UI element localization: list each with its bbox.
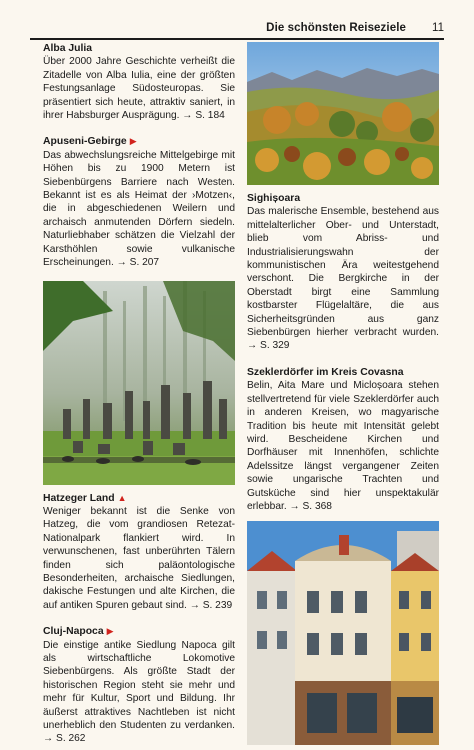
entry-title: Cluj-Napoca ▶	[43, 626, 114, 638]
triangle-right-icon: ▶	[106, 626, 114, 637]
right-column	[247, 38, 439, 745]
entry-title: Hatzeger Land ▲	[43, 492, 127, 504]
page-number: 11	[432, 22, 444, 34]
entry-sighisoara	[247, 192, 439, 353]
entry-szekler	[247, 366, 439, 513]
entry-title: Szeklerdörfer im Kreis Covasna	[247, 366, 404, 378]
autumn-hills-photo	[247, 42, 439, 185]
triangle-right-icon: ▶	[129, 136, 137, 147]
entry-apuseni	[43, 135, 235, 269]
entry-text: Die einstige antike Siedlung Napoca gilt als wirtschaftliche Lokomotive Siebenbürgens. Als größte Stadt der historischen Region steht sie mehr und mehr für Kultur, Sport und Bildung. Ihr äußerst attraktives Nachtleben ist nicht unerheblich den Studenten zu verdanken. → S. 262	[43, 639, 235, 745]
entry-text: Belin, Aita Mare und Micloșoara stehen stellvertretend für viele Szeklerdörfer auch in anderen Kreisen, wo magyarische Tradition bis heute mit Intensität gelebt wird. Bescheidene Kirchen und Dorfhäuser mit Innenhöfen, schlichte Adelssitze längst vergangener Zeiten sowie ungarische Trachten und Gutsküche sind hier unspektakulär erlebbar. → S. 368	[247, 380, 439, 512]
entry-text: Weniger bekannt ist die Senke von Hatzeg, die vom grandiosen Retezat-Nationalpark flankiert wird. In verwunschenen, fast unberührten Tälern finden sich paläontologische Besonderheiten, archaische Siedlungen, dakische Festungen und alte Kirchen, die auf antiken Spuren gebaut sind. → S. 239	[43, 505, 235, 611]
town-houses-photo	[247, 521, 439, 745]
triangle-up-icon: ▲	[117, 492, 127, 503]
entry-hatzeger	[43, 492, 235, 613]
entry-text: Das malerische Ensemble, bestehend aus mittelalterlicher Ober- und Unterstadt, blieb vom Abriss- und Industrialisierungswahn der kommunistischen Ära weitestgehend verschont. Die Bergkirche in der Oberstadt birgt eine Sammlung kostbarster Flügelaltäre, die aus Sicherheitsgründen aus ganz Siebenbürgen hierher verbracht wurden. → S. 329	[247, 206, 439, 352]
entry-text: Über 2000 Jahre Geschichte verheißt die Zitadelle von Alba Iulia, eine der größten Festungsanlage Südosteuropas. Sie präsentiert sich heute, attraktiv saniert, in ihrer Habsburger Ausprägung. → S. 184	[43, 56, 235, 122]
entry-title: Alba Julia	[43, 43, 93, 54]
entry-title: Apuseni-Gebirge ▶	[43, 136, 137, 148]
entry-cluj	[43, 625, 235, 746]
entry-title: Sighișoara	[247, 193, 301, 204]
running-header	[30, 16, 444, 40]
header-title: Die schönsten Reiseziele	[266, 22, 406, 34]
left-column	[43, 38, 235, 746]
entry-alba-julia	[43, 42, 235, 122]
forest-cemetery-photo	[43, 281, 235, 485]
entry-text: Das abwechslungsreiche Mittelgebirge mit Höhen bis zu 1900 Metern ist Siebenbürgens Barriere nach Westen. Bekannt ist es als Heimat der ›Motzen‹, die in abgeschiedenen Weilern und archaisch anmutenden Dörfern siedeln. Naturliebhaber schätzen die Vielzahl der Karsthöhlen sowie vulkanische Erscheinungen. → S. 207	[43, 149, 235, 269]
